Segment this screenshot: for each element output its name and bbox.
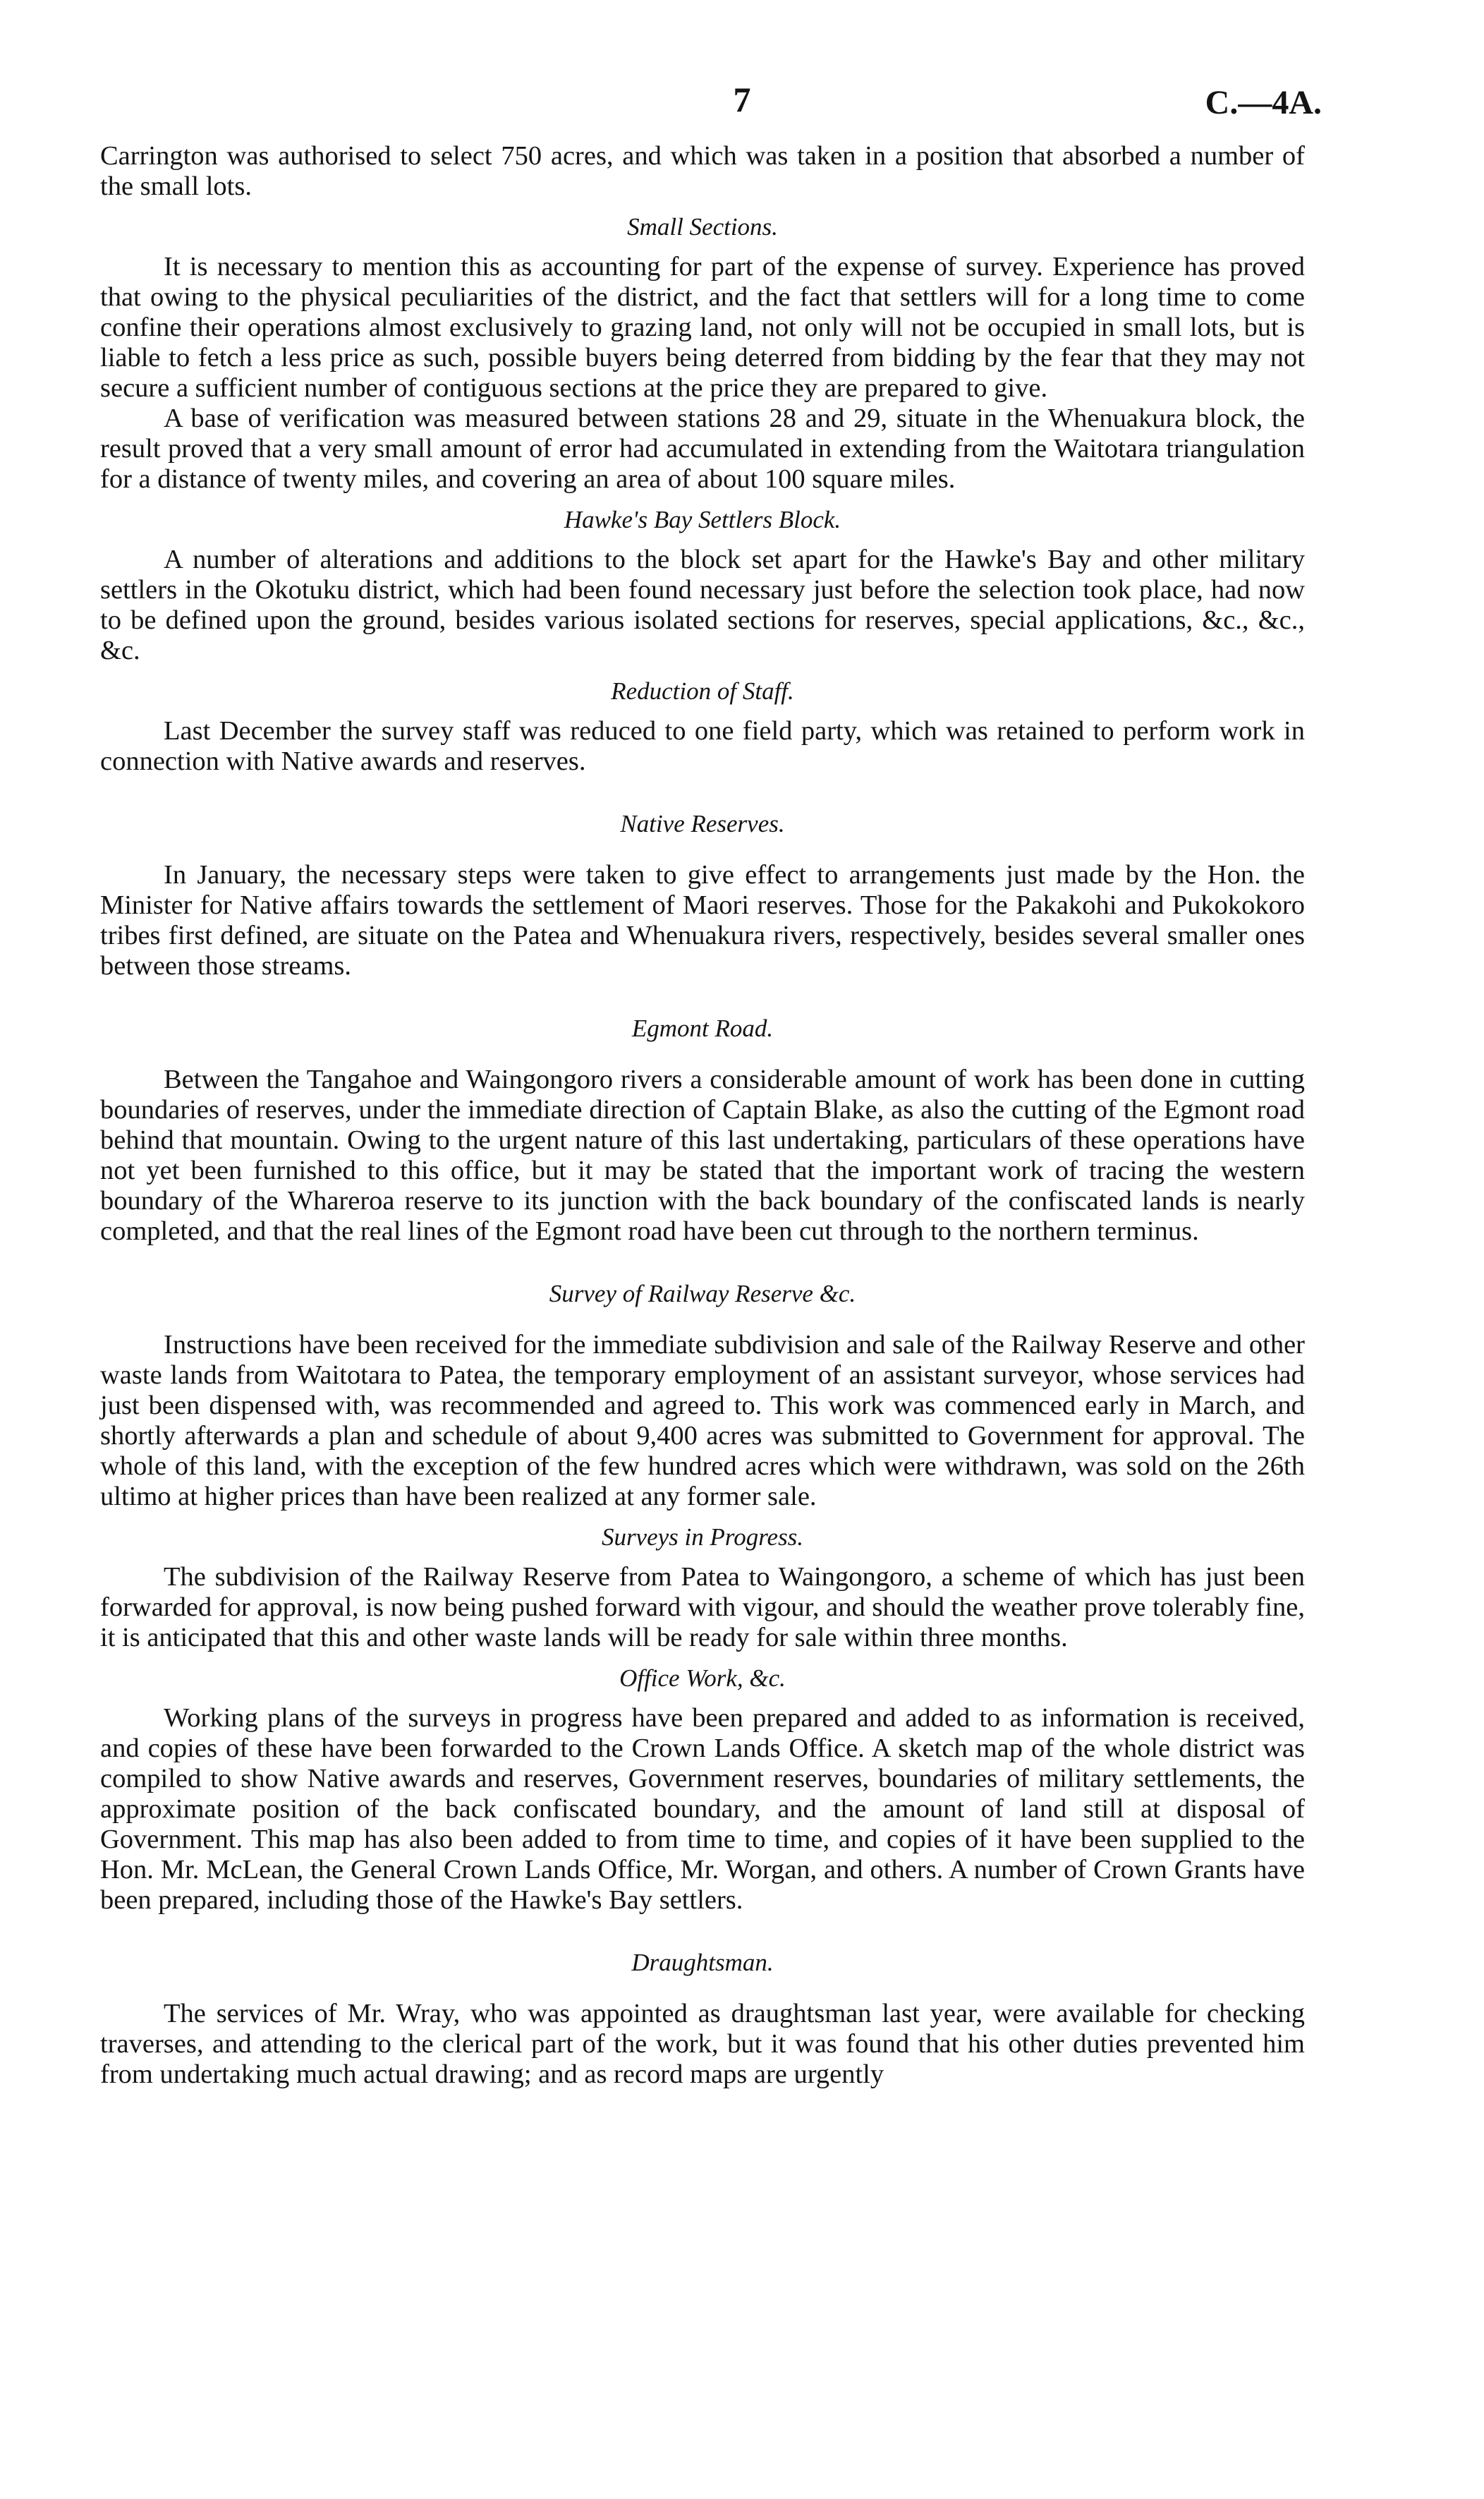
small-sections-paragraph-2: A base of verification was measured between stations 28 and 29, situate in the Whenuakura block, the result proved that a very small amount of error had accumulated in extending from the Waitotara triangulation for a distance of twenty miles, and covering an area of about 100 square miles.: [100, 404, 1305, 494]
intro-paragraph: Carrington was authorised to select 750 acres, and which was taken in a position that absorbed a number of the small lots.: [100, 141, 1305, 201]
small-sections-paragraph-1: It is necessary to mention this as accounting for part of the expense of survey. Experience has proved that owing to the physical peculiarities of the district, and the fact that settlers will for a long time to come confine their operations almost exclusively to grazing land, not only will not be occupied in small lots, but is liable to fetch a less price as such, possible buyers being deterred from bidding by the fear that they may not secure a sufficient number of contiguous sections at the price they are prepared to give.: [100, 252, 1305, 403]
heading-surveys-in-progress: Surveys in Progress.: [601, 1523, 804, 1551]
heading-reduction-of-staff: Reduction of Staff.: [611, 677, 794, 705]
heading-office-work: Office Work, &c.: [619, 1664, 786, 1692]
draughtsman-paragraph: The services of Mr. Wray, who was appointed as draughtsman last year, were available for checking traverses, and attending to the clerical part of the work, but it was found that his other duties prevented him from undertaking much actual drawing; and as record maps are urgently: [100, 1999, 1305, 2089]
document-body: [100, 141, 1305, 2090]
heading-hawkes-bay-settlers-block: Hawke's Bay Settlers Block.: [564, 506, 841, 533]
page-number: 7: [733, 80, 751, 119]
hawkes-bay-paragraph: A number of alterations and additions to the block set apart for the Hawke's Bay and other military settlers in the Okotuku district, which had been found necessary just before the selection took place, had now to be defined upon the ground, besides various isolated sections for reserves, special applications, &c., &c., &c.: [100, 545, 1305, 665]
heading-native-reserves: Native Reserves.: [620, 810, 785, 837]
document-reference: C.—4A.: [1205, 84, 1322, 121]
railway-reserve-paragraph: Instructions have been received for the immediate subdivision and sale of the Railway Reserve and other waste lands from Waitotara to Patea, the temporary employment of an assistant surveyor, whose services had just been dispensed with, was recommended and agreed to. This work was commenced early in March, and shortly afterwards a plan and schedule of about 9,400 acres was submitted to Government for approval. The whole of this land, with the exception of the few hundred acres which were withdrawn, was sold on the 26th ultimo at higher prices than have been realized at any former sale.: [100, 1330, 1305, 1511]
heading-survey-of-railway-reserve: Survey of Railway Reserve &c.: [549, 1280, 856, 1307]
egmont-road-paragraph: Between the Tangahoe and Waingongoro rivers a considerable amount of work has been done in cutting boundaries of reserves, under the immediate direction of Captain Blake, as also the cutting of the Egmont road behind that mountain. Owing to the urgent nature of this last undertaking, particulars of these operations have not yet been furnished to this office, but it may be stated that the important work of tracing the western boundary of the Whareroa reserve to its junction with the back boundary of the confiscated lands is nearly completed, and that the real lines of the Egmont road have been cut through to the northern terminus.: [100, 1065, 1305, 1246]
native-reserves-paragraph: In January, the necessary steps were taken to give effect to arrangements just made by the Hon. the Minister for Native affairs towards the settlement of Maori reserves. Those for the Pakakohi and Pukokokoro tribes first defined, are situate on the Patea and Whenuakura rivers, respectively, besides several smaller ones between those streams.: [100, 860, 1305, 981]
heading-small-sections: Small Sections.: [627, 213, 778, 241]
heading-egmont-road: Egmont Road.: [631, 1015, 774, 1042]
office-work-paragraph: Working plans of the surveys in progress have been prepared and added to as information is received, and copies of these have been forwarded to the Crown Lands Office. A sketch map of the whole district was compiled to show Native awards and reserves, Government reserves, boundaries of military settlements, the approximate position of the back confiscated boundary, and the amount of land still at disposal of Government. This map has also been added to from time to time, and copies of it have been supplied to the Hon. Mr. McLean, the General Crown Lands Office, Mr. Worgan, and others. A number of Crown Grants have been prepared, including those of the Hawke's Bay settlers.: [100, 1703, 1305, 1915]
heading-draughtsman: Draughtsman.: [631, 1949, 774, 1976]
reduction-of-staff-paragraph: Last December the survey staff was reduced to one field party, which was retained to perform work in connection with Native awards and reserves.: [100, 716, 1305, 776]
surveys-in-progress-paragraph: The subdivision of the Railway Reserve from Patea to Waingongoro, a scheme of which has just been forwarded for approval, is now being pushed forward with vigour, and should the weather prove tolerably fine, it is anticipated that this and other waste lands will be ready for sale within three months.: [100, 1562, 1306, 1652]
